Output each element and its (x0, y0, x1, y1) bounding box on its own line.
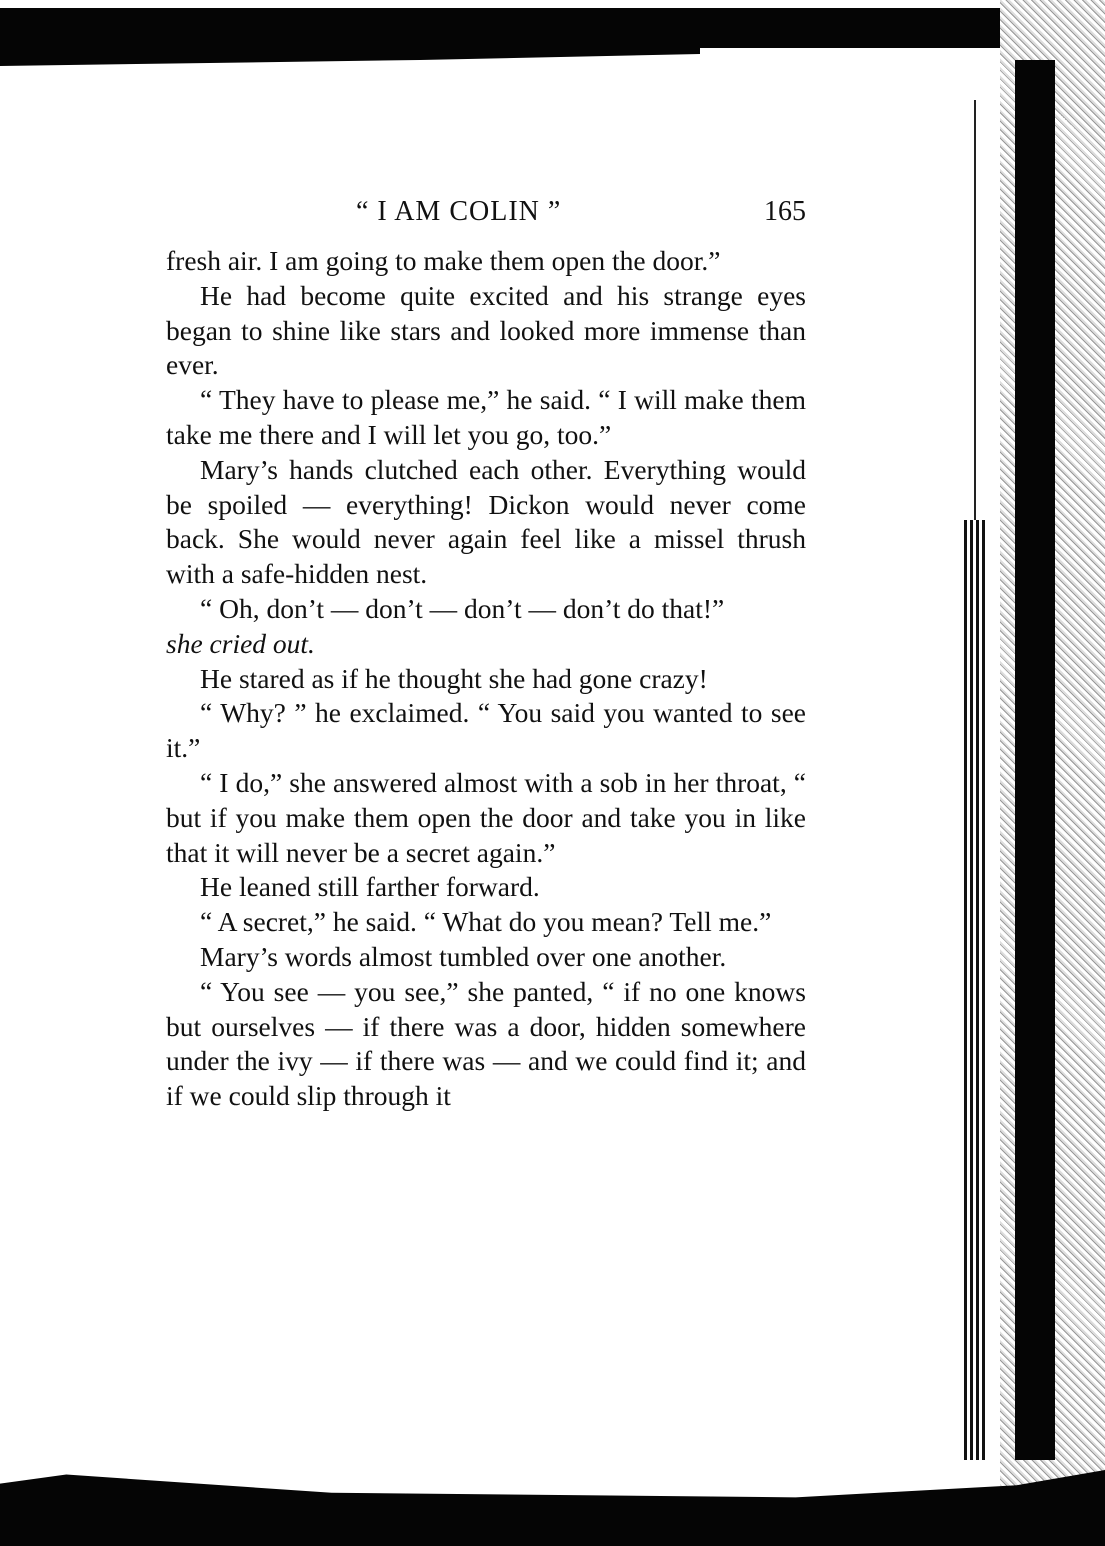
scan-shadow-top-edge (0, 46, 700, 66)
paragraph: He had become quite excited and his strange eyes began to shine like stars and looked more immense than ever. (166, 279, 806, 381)
paragraph: He stared as if he thought she had gone crazy! (200, 662, 708, 694)
paragraph: “ I do,” she answered almost with a sob in her throat, “ but if you make them open the door and take you in like that it will never be a secret again.” (166, 766, 806, 868)
page-header (166, 196, 806, 244)
paragraph: “ You see — you see,” she panted, “ if no one knows but ourselves — if there was a door, hidden somewhere under the ivy — if there was — and we could find it; and if we could slip through it (166, 975, 806, 1112)
scan-shadow-right (1015, 60, 1055, 1460)
paragraph: Mary’s hands clutched each other. Everything would be spoiled — everything! Dickon would never come back. She would never again feel like a missel thrush with a safe-hidden nest. (166, 453, 806, 590)
paragraph: she cried out. (166, 627, 315, 659)
paragraph: “ They have to please me,” he said. “ I will make them take me there and I will let you go, too.” (166, 384, 806, 450)
book-page (166, 196, 806, 1114)
paragraph: Mary’s words almost tumbled over one another. (200, 940, 727, 972)
paragraph: “ Why? ” he exclaimed. “ You said you wanted to see it.” (166, 697, 806, 764)
page-number: 165 (764, 196, 806, 227)
paragraph: He leaned still farther forward. (200, 871, 540, 903)
page-gutter-line (974, 100, 976, 520)
body-text (166, 244, 806, 1114)
paragraph: “ A secret,” he said. “ What do you mean? Tell me.” (200, 906, 772, 938)
paragraph: fresh air. I am going to make them open the door.” (166, 245, 721, 276)
page-gutter-edges (964, 520, 986, 1460)
running-head: “ I AM COLIN ” (356, 196, 562, 227)
paragraph: “ Oh, don’t — don’t — don’t — don’t do that!” (200, 592, 725, 624)
scan-shadow-bottom (0, 1470, 1105, 1546)
